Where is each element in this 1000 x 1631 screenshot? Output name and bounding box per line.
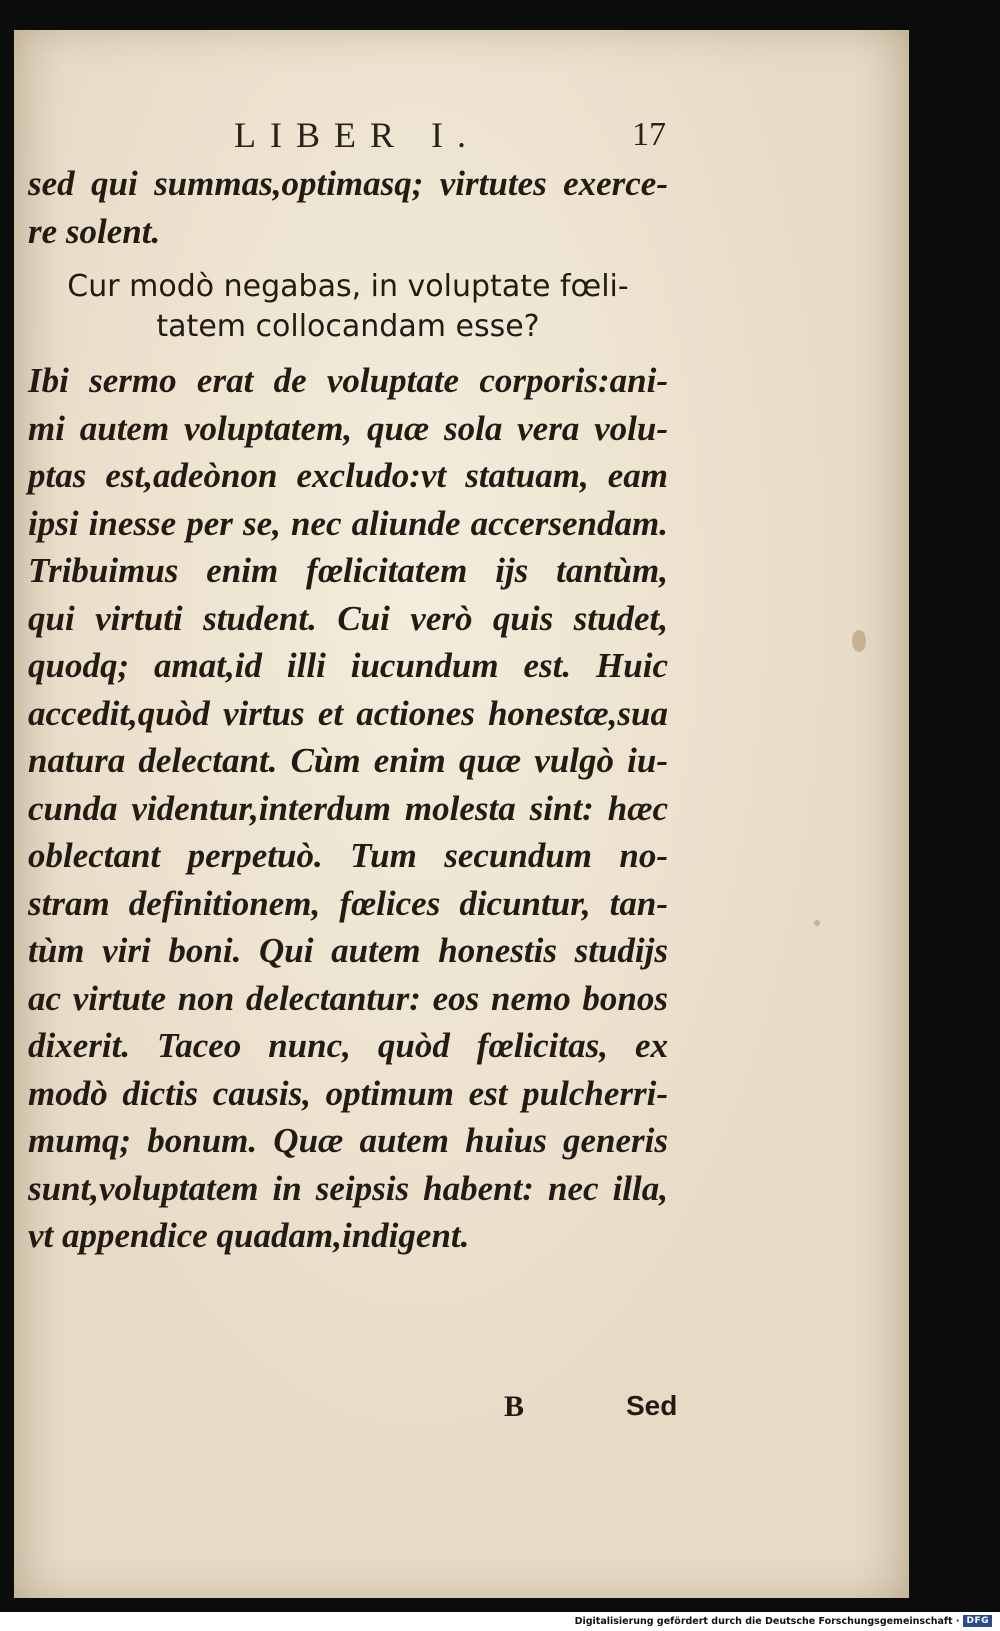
dfg-logo: DFG <box>963 1615 992 1627</box>
text-line: natura delectant. Cùm enim quæ vulgò iu- <box>28 741 668 780</box>
footer-credit <box>575 1613 992 1629</box>
catchword: Sed <box>626 1390 678 1421</box>
text-line: ac virtute non delectantur: eos nemo bonos <box>28 978 668 1018</box>
answer-continuation <box>28 160 668 255</box>
text-line: tùm viri boni. Qui autem honestis studijs <box>28 931 668 970</box>
text-line: ptas est,adeònon excludo:vt statuam, eam <box>28 456 668 495</box>
question-line: tatem collocandam esse? <box>156 309 540 344</box>
text-line: vt appendice quadam,indigent. <box>28 1216 470 1255</box>
text-line: mi autem voluptatem, quæ sola vera volu- <box>28 408 668 448</box>
funding-note: Digitalisierung gefördert durch die Deutsche Forschungsgemeinschaft · <box>574 1615 960 1627</box>
text-line: quodq; amat,id illi iucundum est. Huic <box>28 646 668 685</box>
text-line: accedit,quòd virtus et actiones honestæ,sua <box>28 693 668 733</box>
question-heading <box>28 267 668 347</box>
signature-mark: B <box>504 1390 525 1423</box>
text-line: Ibi sermo erat de voluptate corporis:ani- <box>28 361 668 400</box>
paper-stain <box>852 630 866 652</box>
text-line: mumq; bonum. Quæ autem huius generis <box>28 1121 668 1160</box>
text-line: oblectant perpetuò. Tum secundum no- <box>28 836 668 875</box>
running-head: LIBER I. <box>234 115 480 155</box>
text-line: stram definitionem, fœlices dicuntur, tan- <box>28 883 668 923</box>
text-line: ipsi inesse per se, nec aliunde accersendam. <box>28 503 668 543</box>
text-block <box>28 160 668 1260</box>
text-line: sunt,voluptatem in seipsis habent: nec illa, <box>28 1168 668 1208</box>
text-line: qui virtuti student. Cui verò quis studet, <box>28 598 668 638</box>
answer-paragraph <box>28 357 668 1260</box>
question-line: Cur modò negabas, in voluptate fœli- <box>67 269 629 304</box>
text-line: sed qui summas,optimasq; virtutes exerce- <box>28 164 668 203</box>
text-line: cunda videntur,interdum molesta sint: hæc <box>28 788 668 828</box>
paper-stain <box>814 920 820 926</box>
page-number: 17 <box>632 116 666 153</box>
book-page <box>14 30 909 1598</box>
text-line: re solent. <box>28 211 161 251</box>
text-line: modò dictis causis, optimum est pulcherri- <box>28 1073 668 1113</box>
text-line: Tribuimus enim fœlicitatem ijs tantùm, <box>28 551 668 590</box>
text-line: dixerit. Taceo nunc, quòd fœlicitas, ex <box>28 1026 668 1065</box>
